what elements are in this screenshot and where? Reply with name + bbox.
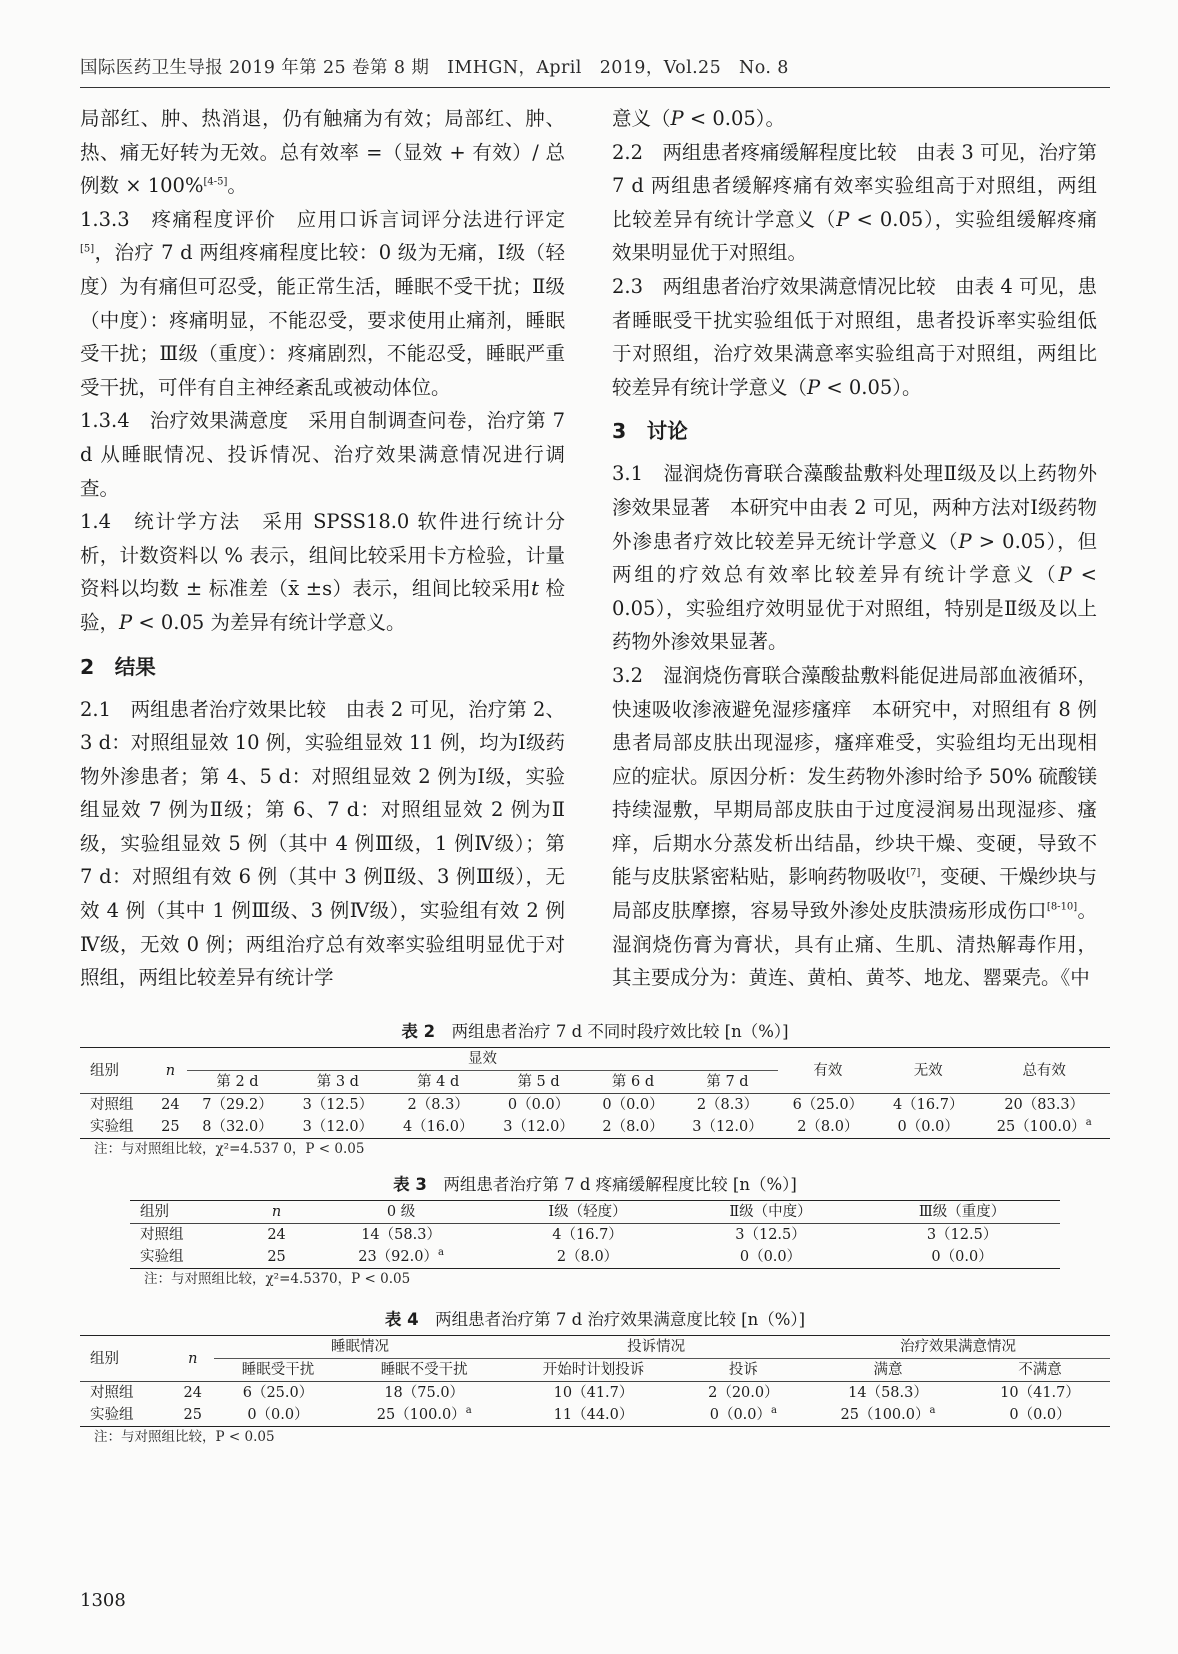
col-header: 治疗效果满意情况	[899, 1339, 1016, 1355]
cell: 24	[267, 1227, 286, 1243]
cell: 4（16.7）	[552, 1227, 623, 1243]
table-title: 表 3 两组患者治疗第 7 d 疼痛缓解程度比较 [n（%）]	[393, 1175, 797, 1194]
table-4	[80, 1308, 1110, 1447]
col-header: 组别	[90, 1350, 119, 1367]
col-header: Ⅲ级（重度）	[918, 1204, 1006, 1220]
table-row	[130, 1246, 1060, 1269]
sub-header: 第 2 d	[216, 1074, 259, 1090]
col-header: 组别	[90, 1062, 119, 1079]
col-header: 睡眠情况	[331, 1339, 390, 1355]
cell: 3（12.5）	[302, 1097, 374, 1113]
cell: 0（0.0）	[507, 1097, 570, 1113]
cell: 24	[161, 1097, 180, 1113]
sub-header: 开始时计划投诉	[542, 1362, 645, 1378]
right-column	[612, 102, 1097, 995]
cell: 4（16.0）	[402, 1119, 474, 1135]
sub-header: 第 6 d	[611, 1074, 655, 1090]
cell: $25(100.0)^a$	[996, 1117, 1092, 1135]
cell: 3（12.5）	[735, 1227, 806, 1243]
col-header: 显效	[467, 1051, 497, 1067]
cell: 0（0.0）	[247, 1407, 309, 1423]
cell: 实验组	[90, 1119, 134, 1135]
table-2	[80, 1020, 1110, 1159]
table-row	[130, 1224, 1060, 1247]
cell: 2（8.0）	[797, 1119, 859, 1135]
paragraph: 3.1 湿润烧伤膏联合藻酸盐敷料处理Ⅱ级及以上药物外渗效果显著 本研究中由表 2 可见，两种方法对Ⅰ级药物外渗患者疗效比较差异无统计学意义（P > 0.05），但两组的疗效总有效率比较差异有统计学意义（P < 0.05），实验组疗效明显优于对照组，特别是Ⅱ级及以上药物外渗效果显著。	[612, 462, 1097, 654]
col-header: n	[188, 1350, 198, 1367]
cell: 3（12.0）	[302, 1119, 374, 1135]
page-number: 1308	[80, 1590, 126, 1611]
cell: 10（41.7）	[1000, 1385, 1080, 1401]
cell: 6（25.0）	[242, 1385, 314, 1401]
paragraph: 1.3.4 治疗效果满意度 采用自制调查问卷，治疗第 7 d 从睡眠情况、投诉情况、治疗效果满意情况进行调查。	[80, 409, 565, 500]
cell: 3（12.0）	[692, 1119, 763, 1135]
cell: 6（25.0）	[792, 1097, 864, 1113]
cell: 2（20.0）	[708, 1385, 779, 1401]
section-heading: 3 讨论	[612, 419, 688, 444]
paragraph: 2.2 两组患者疼痛缓解程度比较 由表 3 可见，治疗第 7 d 两组患者缓解疼痛有效率实验组高于对照组，两组比较差异有统计学意义（P < 0.05），实验组缓解疼痛效果明显优于对照组。	[612, 140, 1097, 265]
paragraph: 3.2 湿润烧伤膏联合藻酸盐敷料能促进局部血液循环，快速吸收渗液避免湿疹瘙痒 本研究中，对照组有 8 例患者局部皮肤出现湿疹，瘙痒难受，实验组均无出现相应的症状。原因分析：发生药物外渗时给予 50% 硫酸镁持续湿敷，早期局部皮肤由于过度浸润易出现湿疹、瘙痒，后期水分蒸发析出结晶，纱块干燥、变硬，导致不能与皮肤紧密粘贴，影响药物吸收[7]，变硬、干燥纱块与局部皮肤摩擦，容易导致外渗处皮肤溃疡形成伤口[8-10]。湿润烧伤膏为膏状，具有止痛、生肌、清热解毒作用，其主要成分为：黄连、黄柏、黄芩、地龙、罂粟壳。《中	[612, 663, 1097, 990]
cell: 14（58.3）	[361, 1227, 441, 1243]
col-header: 无效	[913, 1062, 943, 1079]
table-note: 注：与对照组比较，χ²=4.537 0，P < 0.05	[94, 1141, 365, 1157]
sub-header: 睡眠受干扰	[241, 1362, 315, 1378]
cell: 实验组	[90, 1407, 134, 1423]
cell: 25	[267, 1249, 286, 1265]
table-row	[80, 1116, 1110, 1139]
col-header: 总有效	[1022, 1062, 1066, 1079]
cell: $25(100.0)^a$	[376, 1405, 472, 1423]
cell: 3（12.0）	[503, 1119, 574, 1135]
col-header: 组别	[140, 1204, 169, 1220]
paragraph: 意义（P < 0.05）。	[612, 107, 786, 130]
sub-header: 第 3 d	[316, 1074, 359, 1090]
col-header: n	[165, 1062, 176, 1079]
cell: 对照组	[90, 1385, 134, 1401]
cell: 0（0.0）	[602, 1097, 664, 1113]
table-row	[80, 1404, 1110, 1427]
col-header: n	[271, 1204, 282, 1220]
cell: 2（8.3）	[407, 1097, 469, 1113]
cell: 对照组	[140, 1227, 184, 1243]
cell: 3（12.5）	[926, 1227, 998, 1243]
cell: 11（44.0）	[553, 1407, 634, 1423]
paragraph: 2.3 两组患者治疗效果满意情况比较 由表 4 可见，患者睡眠受干扰实验组低于对照组，患者投诉率实验组低于对照组，治疗效果满意率实验组高于对照组，两组比较差异有统计学意义（P < 0.05）。	[612, 274, 1097, 399]
cell: 20（83.3）	[1004, 1097, 1085, 1113]
cell: $23(92.0)^a$	[358, 1247, 444, 1265]
sub-header: 睡眠不受干扰	[380, 1362, 468, 1378]
cell: 25	[161, 1119, 180, 1135]
cell: 18（75.0）	[384, 1385, 465, 1401]
table-title: 表 2 两组患者治疗 7 d 不同时段疗效比较 [n（%）]	[401, 1022, 789, 1041]
left-column	[80, 102, 565, 995]
paragraph: 2.1 两组患者治疗效果比较 由表 2 可见，治疗第 2、3 d：对照组显效 10 例，实验组显效 11 例，均为Ⅰ级药物外渗患者；第 4、5 d：对照组显效 2 例为Ⅰ级，实验组显效 7 例为Ⅱ级；第 6、7 d：对照组显效 2 例为Ⅱ级，实验组显效 5 例（其中 4 例Ⅲ级，1 例Ⅳ级）；第 7 d：对照组有效 6 例（其中 3 例Ⅱ级、3 例Ⅲ级），无效 4 例（其中 1 例Ⅲ级、3 例Ⅳ级），实验组有效 2 例Ⅳ级，无效 0 例；两组治疗总有效率实验组明显优于对照组，两组比较差异有统计学	[80, 697, 565, 990]
paragraph: 1.4 统计学方法 采用 SPSS18.0 软件进行统计分析，计数资料以 % 表示，组间比较采用卡方检验，计量资料以均数 ± 标准差（x̄ ±s）表示，组间比较采用t 检验，P < 0.05 为差异有统计学意义。	[80, 510, 565, 634]
cell: 0（0.0）	[739, 1249, 802, 1265]
cell: 2（8.3）	[696, 1097, 759, 1113]
cell: 24	[183, 1385, 202, 1401]
table-3	[130, 1173, 1060, 1289]
cell: 14（58.3）	[848, 1385, 928, 1401]
sub-header: 满意	[873, 1362, 903, 1378]
cell: 对照组	[90, 1097, 134, 1113]
cell: 25	[183, 1407, 202, 1423]
cell: $0(0.0)^a$	[709, 1405, 777, 1423]
section-heading: 2 结果	[80, 654, 156, 679]
paragraph: 1.3.3 疼痛程度评价 应用口诉言词评分法进行评定[5]，治疗 7 d 两组疼痛程度比较：0 级为无痛，Ⅰ级（轻度）为有痛但可忍受，能正常生活，睡眠不受干扰；Ⅱ级（中度）：疼痛明显，不能忍受，要求使用止痛剂，睡眠受干扰；Ⅲ级（重度）：疼痛剧烈，不能忍受，睡眠严重受干扰，可伴有自主神经紊乱或被动体位。	[80, 207, 565, 399]
sub-header: 第 4 d	[417, 1074, 460, 1090]
table-note: 注：与对照组比较，χ²=4.5370，P < 0.05	[144, 1271, 411, 1287]
cell: 0（0.0）	[931, 1249, 993, 1265]
sub-header: 第 7 d	[706, 1074, 749, 1090]
table-note: 注：与对照组比较，P < 0.05	[94, 1429, 275, 1445]
cell: $25(100.0)^a$	[840, 1405, 936, 1423]
cell: 0（0.0）	[897, 1119, 959, 1135]
cell: 2（8.0）	[556, 1249, 619, 1265]
sub-header: 投诉	[728, 1362, 758, 1378]
cell: 实验组	[140, 1249, 184, 1265]
table-row	[80, 1382, 1110, 1405]
cell: 4（16.7）	[892, 1097, 964, 1113]
sub-header: 第 5 d	[517, 1074, 560, 1090]
col-header: Ⅱ级（中度）	[729, 1204, 812, 1220]
col-header: 投诉情况	[627, 1339, 686, 1355]
running-header: 国际医药卫生导报 2019 年第 25 卷第 8 期 IMHGN，April 2019，Vol.25 No. 8	[80, 54, 1110, 88]
cell: 10（41.7）	[553, 1385, 634, 1401]
paragraph: 局部红、肿、热消退，仍有触痛为有效；局部红、肿、热、痛无好转为无效。总有效率 =（显效 + 有效）/ 总例数 × 100%[4-5]。	[80, 107, 565, 198]
cell: 2（8.0）	[602, 1119, 664, 1135]
col-header: Ⅰ级（轻度）	[548, 1204, 627, 1220]
table-title: 表 4 两组患者治疗第 7 d 治疗效果满意度比较 [n（%）]	[384, 1310, 806, 1329]
col-header: 有效	[813, 1062, 843, 1079]
table-row	[80, 1094, 1110, 1117]
cell: 8（32.0）	[202, 1119, 273, 1135]
cell: 7（29.2）	[202, 1097, 273, 1113]
cell: 0（0.0）	[1009, 1407, 1071, 1423]
sub-header: 不满意	[1018, 1362, 1062, 1378]
col-header: 0 级	[386, 1204, 416, 1220]
